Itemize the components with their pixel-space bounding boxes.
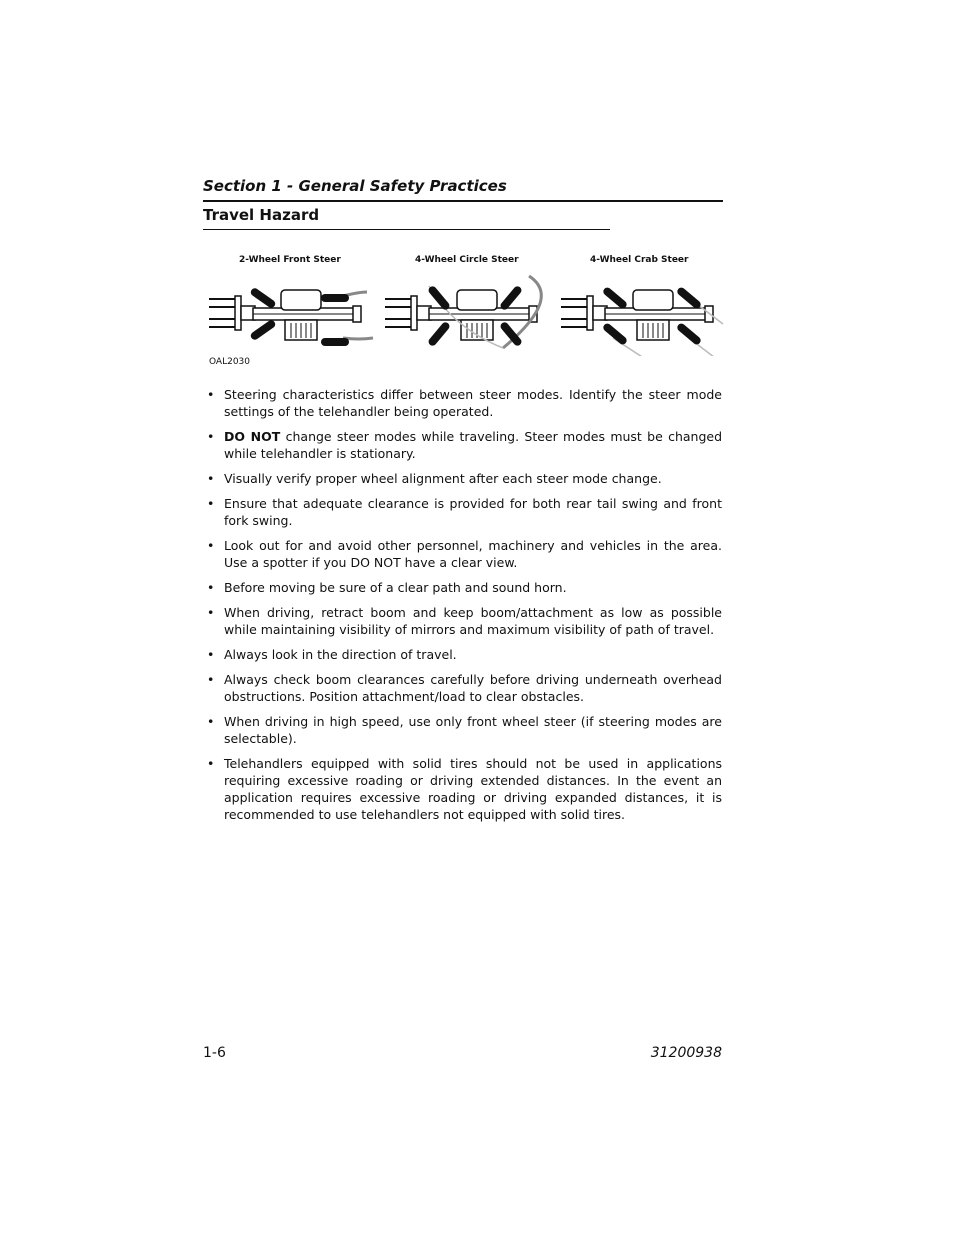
- list-item: • Visually verify proper wheel alignment after each steer mode change.: [207, 471, 662, 486]
- figure-label-crab-steer: 4-Wheel Crab Steer: [590, 255, 689, 265]
- bullet-text: change steer modes while traveling. Steer modes must be changed while telehandler is stationary.: [224, 429, 723, 461]
- figure-code: OAL2030: [209, 357, 251, 367]
- crab-steer-diagram: [561, 286, 723, 356]
- bullet-text: Before moving be sure of a clear path and sound horn.: [224, 580, 567, 595]
- page-title: Travel Hazard: [203, 206, 320, 224]
- bullet-text: Visually verify proper wheel alignment after each steer mode change.: [224, 471, 662, 486]
- list-item: • Always look in the direction of travel.: [207, 647, 457, 662]
- list-item: • When driving, retract boom and keep boom/attachment as low as possible while maintaining visibility of mirrors and maximum visibility of path of travel.: [207, 605, 722, 637]
- steer-modes-illustration: [203, 268, 725, 356]
- list-item: • Always check boom clearances carefully before driving underneath overhead obstructions. Position attachment/load to clear obstacles.: [207, 672, 722, 704]
- bullet-lead: DO NOT: [224, 429, 281, 444]
- document-number: 31200938: [650, 1045, 722, 1061]
- section-title: Section 1 - General Safety Practices: [203, 177, 507, 195]
- list-item: • Before moving be sure of a clear path and sound horn.: [207, 580, 567, 595]
- bullet-text: Always look in the direction of travel.: [224, 647, 457, 662]
- bullet-text: When driving in high speed, use only front wheel steer (if steering modes are selectable).: [224, 714, 722, 746]
- bullet-text: Look out for and avoid other personnel, machinery and vehicles in the area. Use a spotter if you DO NOT have a clear view.: [224, 538, 722, 570]
- bullet-text: Always check boom clearances carefully before driving underneath overhead obstructions. Position attachment/load to clear obstacles.: [224, 672, 722, 704]
- circle-steer-diagram: [385, 276, 541, 348]
- list-item: • Steering characteristics differ between steer modes. Identify the steer mode settings of the telehandler being operated.: [207, 387, 722, 419]
- bullet-text: Steering characteristics differ between steer modes. Identify the steer mode settings of the telehandler being operated.: [224, 387, 722, 419]
- steer-modes-figure: [203, 250, 725, 372]
- section-rule: [203, 200, 723, 202]
- front-steer-diagram: [209, 287, 373, 346]
- page-number: 1-6: [203, 1045, 226, 1061]
- figure-label-circle-steer: 4-Wheel Circle Steer: [415, 255, 519, 265]
- figure-label-front-steer: 2-Wheel Front Steer: [239, 255, 341, 265]
- title-rule: [203, 229, 610, 230]
- bullet-text: Ensure that adequate clearance is provided for both rear tail swing and front fork swing.: [224, 496, 722, 528]
- bullet-text: Telehandlers equipped with solid tires should not be used in applications requiring excessive roading or driving extended distances. In the event an application requires excessive roading or driving expanded distances, it is recommended to use telehandlers not equipped with solid tires.: [224, 756, 722, 822]
- list-item: • When driving in high speed, use only front wheel steer (if steering modes are selectable).: [207, 714, 722, 746]
- list-item: • Look out for and avoid other personnel, machinery and vehicles in the area. Use a spotter if you DO NOT have a clear view.: [207, 538, 722, 570]
- list-item: • Telehandlers equipped with solid tires should not be used in applications requiring excessive roading or driving extended distances. In the event an application requires excessive roading or driving expanded distances, it is recommended to use telehandlers not equipped with solid tires.: [207, 756, 722, 822]
- safety-bullets: [203, 386, 722, 831]
- list-item: • Ensure that adequate clearance is provided for both rear tail swing and front fork swing.: [207, 496, 722, 528]
- list-item: • DO NOT change steer modes while traveling. Steer modes must be changed while telehandler is stationary.: [207, 429, 723, 461]
- bullet-text: When driving, retract boom and keep boom/attachment as low as possible while maintaining visibility of mirrors and maximum visibility of path of travel.: [224, 605, 722, 637]
